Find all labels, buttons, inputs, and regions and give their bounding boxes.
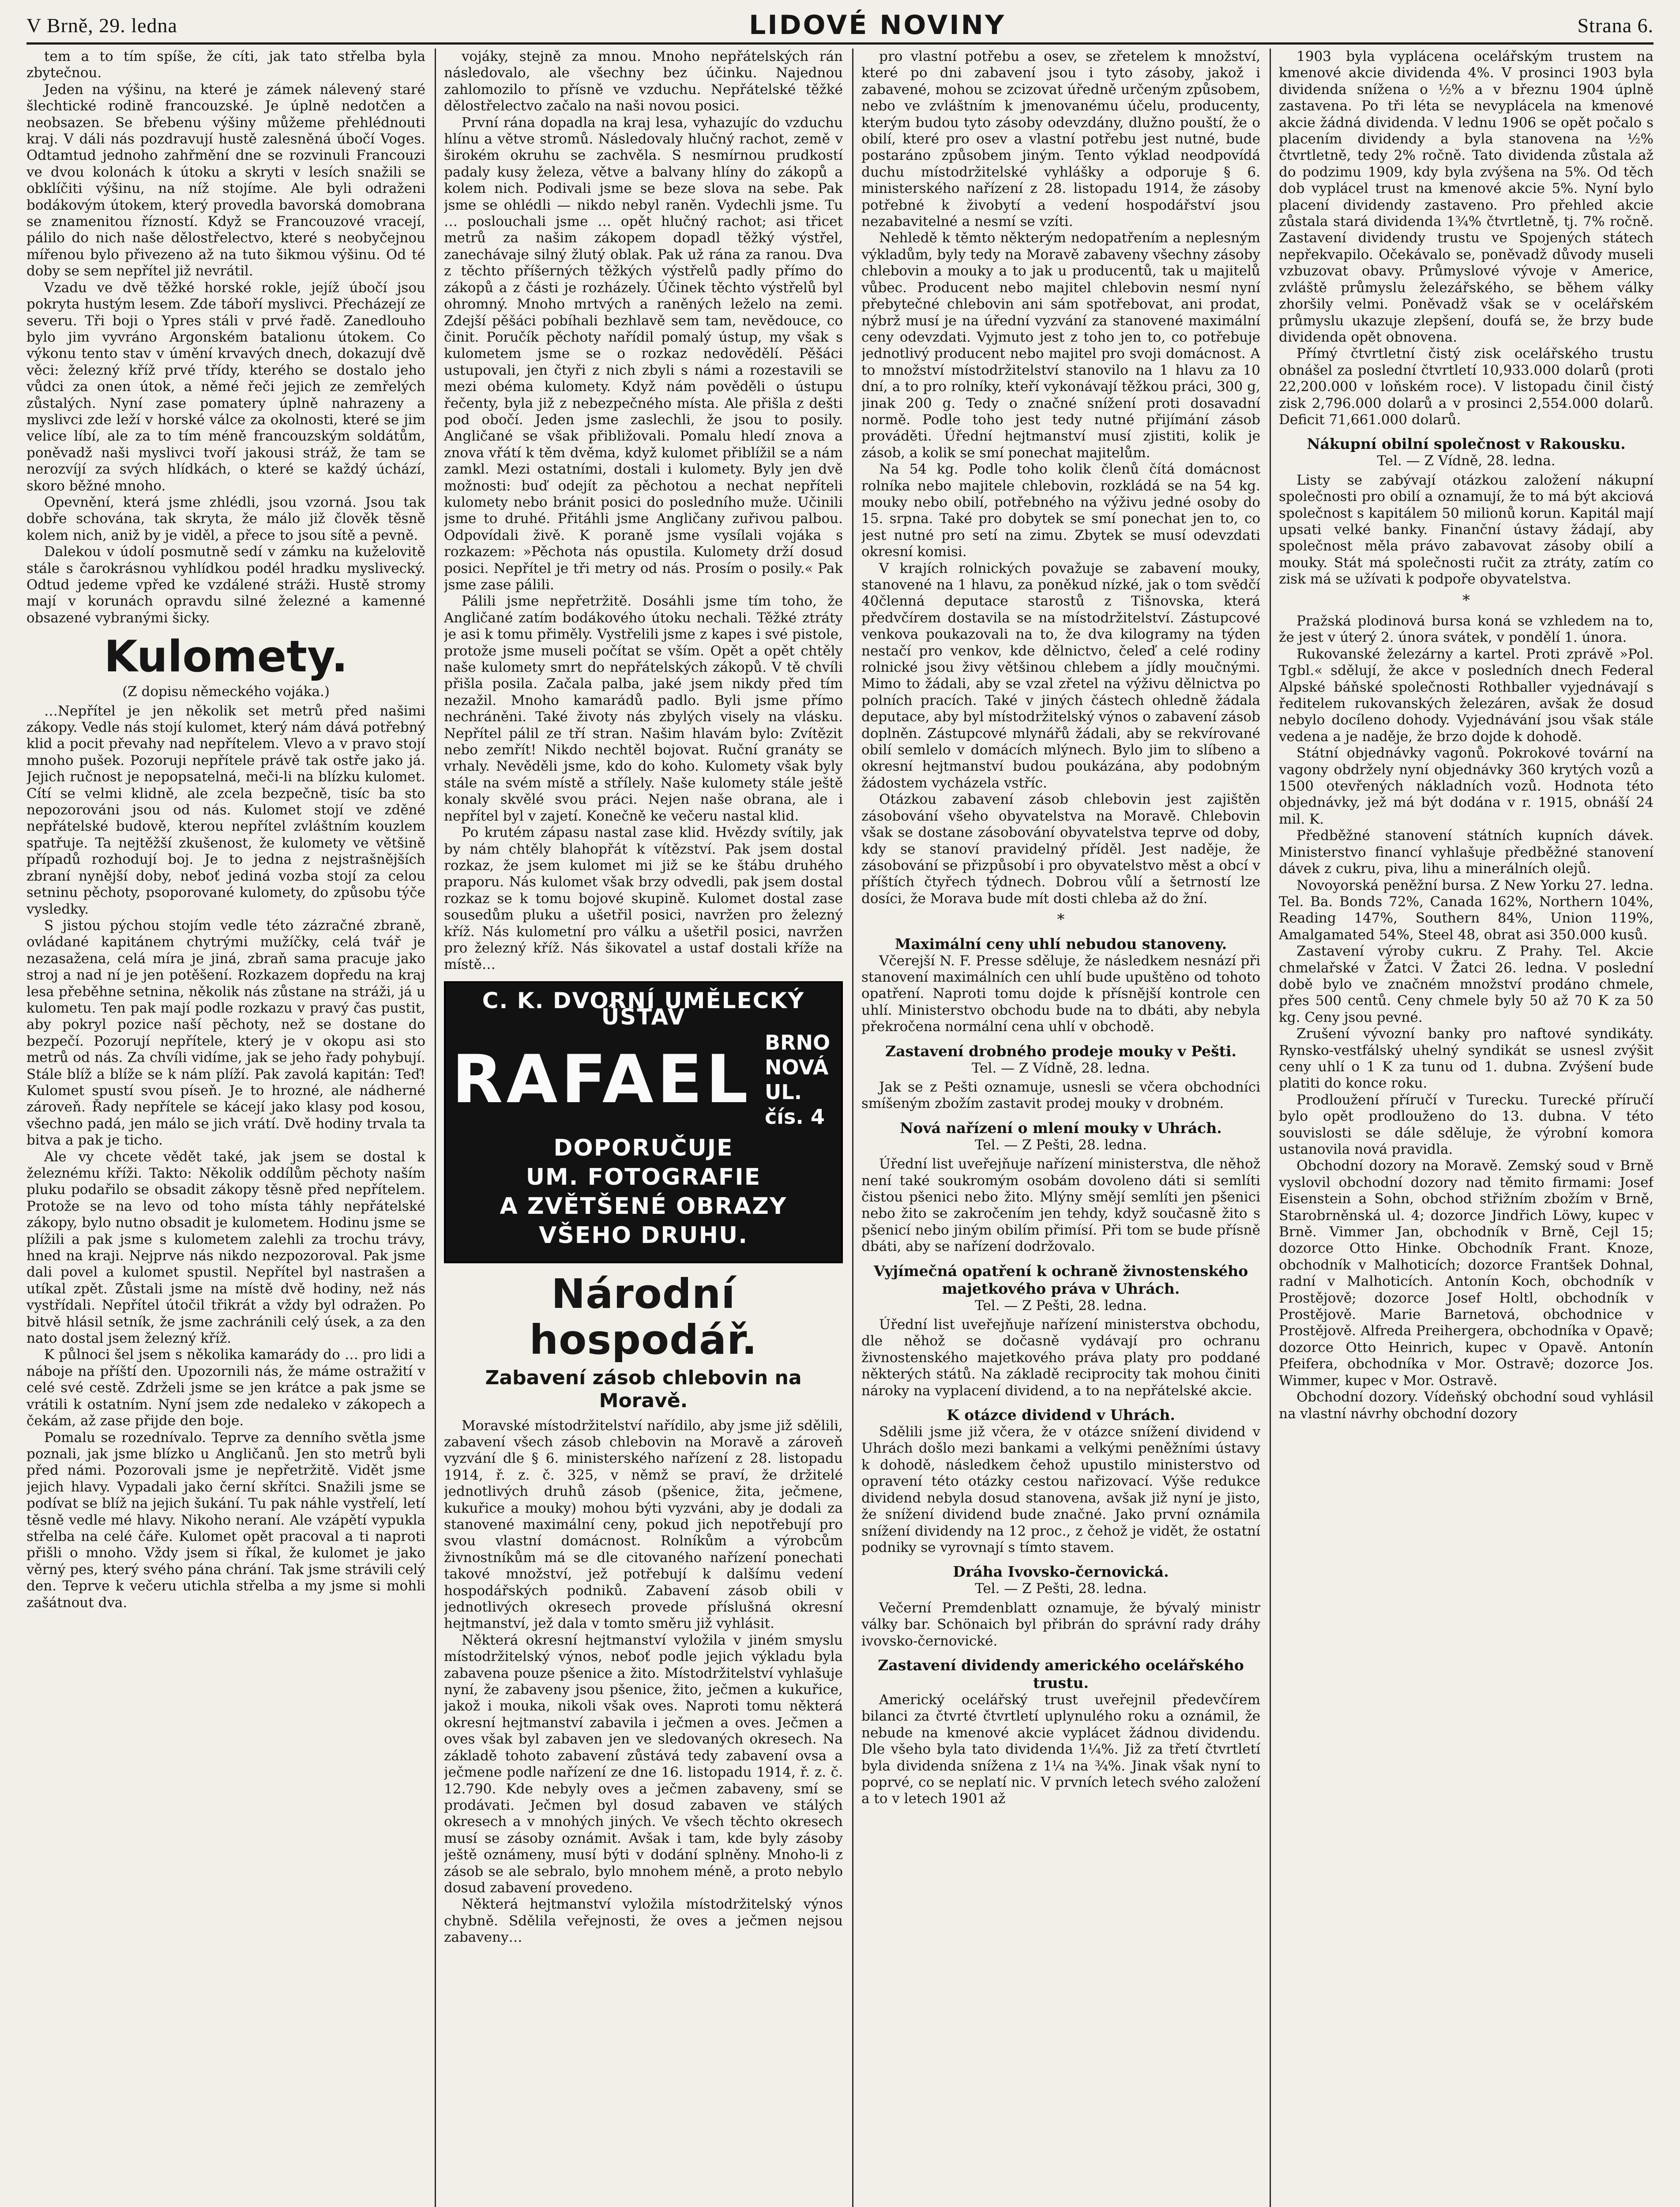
article-heading: Vyjímečná opatření k ochraně živnostenského majetkového práva v Uhrách. — [873, 1262, 1248, 1297]
article-heading: Dráha Ivovsko-černovická. — [953, 1563, 1169, 1581]
column-1 — [26, 49, 425, 2207]
paragraph: Obchodní dozory. Vídeňský obchodní soud vyhlásil na vlastní návrhy obchodní dozory — [1279, 1389, 1654, 1422]
paragraph: Prodloužení příručí v Turecku. Turecké příručí bylo opět prodlouženo do 13. dubna. V této souvislosti se dále sděluje, že výrobní komora ustanovila nová pravidla. — [1279, 1092, 1654, 1157]
header-place-date: V Brně, 29. ledna — [26, 14, 177, 37]
paragraph: Pomalu se rozednívalo. Teprve za denního světla jsme poznali, jak jsme blízko u Angličanů. Jen sto metrů byli před námi. Pozorovali jsme je nepřetržitě. Vidět jsme jejich hlavy. Vypadali jako černí skřítci. Snažili jsme se podívat se blíž na jejich šukání. Tu pak náhle vystřelí, letí těsně vedle mé hlavy. Nikoho neraní. Ale vzápětí vypukla střelba na celé čáře. Kulomet opět pracoval a ti naproti přišli o mnoho. Vždy jsem si říkal, že kulomet je jako věrný pes, který svého pána chrání. Tak jsme strávili celý den. Teprve k večeru utichla střelba a my jsme si mohli zašátnout dva. — [26, 1429, 425, 1611]
article-title-kulomety: Kulomety. — [104, 632, 348, 682]
paragraph: V krajích rolnických považuje se zabavení mouky, stanovené na 1 hlavu, za poněkud nízké, jak o tom svědčí 40členná deputace starostů z Tišnovska, která předvčírem dostavila se na místodržitelství. Zástupcové venkova poukazovali na to, že dva kilogramy na týden nestačí pro venkov, kde dělnictvo, čeleď a celé rodiny rolnické jsou živy většinou chlebem a jídly moučnými. Mimo to žádali, aby se vzal zřetel na výživu dělnictva po polních pracích. Také v jiných částech ohledně žádala deputace, aby byl místodržitelský výnos o zabavení zásob doplněn. Zástupcové mlynářů žádali, aby se rekvírované obilí semlelo v domácích mlýnech. Bylo jim to slíbeno a okresní hejtmanství budou poukázána, aby podobným žádostem vycházela vstříc. — [861, 560, 1260, 791]
column-3 — [861, 49, 1260, 2207]
paragraph: Úřední list uveřejňuje nařízení ministerstva obchodu, dle něhož se dočasně vydávají pro ochranu živnostenského majetkového práva platy pro poddané některých států. Na základě reciprocity tak mohou činiti nároky na vyplacení dividend, a to na nepřátelské akcie. — [861, 1317, 1260, 1399]
section-title: Národní hospodář. — [529, 1270, 758, 1363]
column-4 — [1279, 49, 1654, 2207]
paragraph: …Nepřítel je jen několik set metrů před našimi zákopy. Vedle nás stojí kulomet, který nám dává potřebný klid a pocit převahy nad nepřítelem. Vlevo a v pravo stojí mnoho pušek. Pozoruji nepřítele právě tak ostře jako já. Jejich ručnost je nepopsatelná, meči-li na blízku kulomet. Cítí se velmi klidně, ale zcela bezpečně, tisíc ba sto nepozorováni jsou od nás. Kulomet stojí ve zděné nepřátelské budově, kterou nepřítel zvláštním kouzlem spatřuje. Ta nejtěžší zkušenost, že kulomety ve většině případů rozhodují boj. Je to jedna z nejstrašnějších zbraní nynější doby, neboť jediná vozba stojí za celou setninu pěchoty, psoporované kulomety, do způsobu týče vysledky. — [26, 703, 425, 917]
dateline: Tel. — Z Vídně, 28. ledna. — [1377, 453, 1556, 469]
paragraph: Po krutém zápasu nastal zase klid. Hvězdy svítily, jak by nám chtěly blahopřát k vítězství. Pak jsem dostal rozkaz, že jsem kulomet mi již se ke štábu druhého praporu. Nás kulomet však brzy odvedli, pak jsem dostal rozkaz se k tomu bojové skupině. Kulomet dostal zase sousedům pluku a ušetřil posici, navržen pro železný kříž. Nás kulometní pro válku a ušetřil posici, navržen pro železný kříž. Nás šikovatel a ustaf dostali kříže na místě… — [444, 825, 843, 973]
columns — [26, 49, 1654, 2207]
section-separator-star: * — [1057, 911, 1065, 929]
ad-photography: UM. FOTOGRAFIE — [526, 1164, 761, 1190]
ad-company-line: C. K. DVORNÍ UMĚLECKÝ ÚSTAV — [482, 987, 805, 1030]
article-heading: Zastavení drobného prodeje mouky v Pešti. — [885, 1042, 1237, 1060]
paragraph: Zrušení vývozní banky pro naftové syndikáty. Rynsko-vestfálský uhelný syndikát se usnesl zvýšit ceny uhlí o 1 K za tunu od 1. dubna. Zvýšení bude platiti do konce roku. — [1279, 1026, 1654, 1092]
section-separator-star: * — [1462, 591, 1470, 609]
article-heading: Nová nařízení o mlení mouky v Uhrách. — [900, 1119, 1222, 1137]
ad-brand-name: RAFAEL — [452, 1041, 752, 1118]
dateline: Tel. — Z Pešti, 28. ledna. — [975, 1581, 1147, 1597]
paragraph: 1903 byla vyplácena ocelářským trustem na kmenové akcie dividenda 4%. V prosinci 1903 byla dividenda snížena o ½% a v březnu 1904 úplně zastavena. Po tři léta se nevyplácela na kmenové akcie žádná dividenda. V lednu 1906 se opět počalo s placením dividendy a byla stanovena na ½% čtvrtletně, tedy 2% ročně. Tato dividenda zůstala až do podzimu 1909, kdy byla zvýšena na 5%. Od těch dob vyplácel trust na kmenové akcie 5%. Nyní bylo placení dividendy zastaveno. Pro přehled akcie zůstala stará dividenda 1¾% čtvrtletně, tj. 7% ročně. Zastavení dividendy trustu ve Spojených státech nepřekvapilo. Očekávalo se, poněvadž důvody museli vzbuzovat obavy. Průmyslové vývoje v Americe, zvláště průmyslu železářského, se během války zhoršily velmi. Poněvadž však se v ocelářském průmyslu ukazuje zlepšení, doufá se, že brzy bude dividenda opět obnovena. — [1279, 49, 1654, 345]
dateline: Tel. — Z Vídně, 28. ledna. — [971, 1060, 1150, 1076]
paragraph: Úřední list uveřejňuje nařízení ministerstva, dle něhož není také soukromým osobám dovoleno dáti si semlíti čistou pšenici nebo žito. Mlýny smějí semlíti jen pšenici nebo žito se zakročením jen tehdy, když současně žito s pšenicí nebo jiným obilím přimísí. Při tom se bude přísně dbáti, aby se nařízení dodržovalo. — [861, 1156, 1260, 1255]
article-heading: Zastavení dividendy amerického ocelářského trustu. — [878, 1656, 1244, 1691]
paragraph: Listy se zabývají otázkou založení nákupní společnosti pro obilí a oznamují, že to má být akciová společnost s kapitálem 50 milionů korun. Kapitál mají upsati velké banky. Finanční ústavy žádají, aby společnost měla právo zabavovat zásoby obilí a mouky. Stát má společnosti ručit za ztráty, zatím co zisk má se užívati k podpoře obyvatelstva. — [1279, 472, 1654, 588]
paragraph: Americký ocelářský trust uveřejnil předevčírem bilanci za čtvrté čtvrtletí uplynulého roku a oznámil, že nebude na kmenové akcie vyplácet žádnou dividendu. Dle všeho byla tato dividenda 1¼%. Již za třetí čtvrtletí byla dividenda snížena z 1¼ na ¾%. Jinak však nyní to poprvé, co se neplatí nic. V prvních letech svého založení a to v letech 1901 až — [861, 1691, 1260, 1807]
paragraph: Jeden na výšinu, na které je zámek nálevený staré šlechtické rodině francouzské. Je úplně nedotčen a neobsazen. Se břebenu výšiny můžeme přehlédnouti kraj. V dáli nás pozdravují hustě zalesněná úbočí Voges. Odtamtud jednoho zahřmění dne se rozvinuli Francouzi ve dvou kolonách k útoku a skryti v lesích snažili se obklíčiti výšinu, na níž stojíme. Ale byli odraženi bodákovým útokem, který provedla bavorská domobrana se znamenitou řízností. Když se Francouzové vracejí, pálilo do nich naše dělostřelectvo, které s neobyčejnou mířenou bylo přivezeno až na tuto šikmou výšinu. Od té doby se sem nepřítel již nevrátil. — [26, 81, 425, 279]
page-header — [26, 8, 1654, 45]
column-divider — [852, 49, 853, 2207]
paragraph: Státní objednávky vagonů. Pokrokové tovární na vagony obdržely nyní objednávky 360 krytých vozů a 1500 otevřených nákladních vozů. Hodnota této objednávky, jež má být dodána v r. 1915, obnáší 24 mil. K. — [1279, 745, 1654, 827]
paragraph: Pražská plodinová bursa koná se vzhledem na to, že jest v úterý 2. února svátek, v pondělí 1. února. — [1279, 613, 1654, 646]
article-heading: Nákupní obilní společnost v Rakousku. — [1307, 435, 1626, 453]
paragraph: Moravské místodržitelství nařídilo, aby jsme již sdělili, zabavení všech zásob chlebovin na Moravě a zároveň vyzvání dle § 6. ministerského nařízení z 28. listopadu 1914, ř. z. č. 325, v němž se praví, že držitelé jednotlivých druhů zásob (pšenice, žita, ječmene, kukuřice a mouky) mohou býti vyzváni, aby je dodali za stanovené maximální ceny, pokud jich nepotřebují pro svou vlastní domácnost. Rolníkům a výrobcům živnostníkům má se dle citovaného nařízení ponechati takové množství, jež potřebují k dalšímu vedení hospodářských podniků. Zabavení zásob obili v jednotlivých okresech provede příslušná okresní hejtmanství, jež dala v tomto směru již vyhlásit. — [444, 1417, 843, 1632]
paragraph: Sdělili jsme již včera, že v otázce snížení dividend v Uhrách došlo mezi bankami a velkými peněžními ústavy k dohodě, následkem čehož upustilo ministerstvo od opravení této otázky cestou nařizovací. Výše redukce dividend nebyla dosud stanovena, avšak již nyní je jisto, že snížení dividend bude značné. Jako první oznámila snížení dividendy na 12 proc., z čehož je vidět, že ostatní podniky se vyrovnají s tímto stavem. — [861, 1424, 1260, 1555]
paragraph: Dalekou v údolí posmutně sedí v zámku na kuželovitě stále s čarokrásnou vyhlídkou podél hradku myslivecký. Odtud jedeme vpřed ke vzdálené stráži. Hustě stromy mají v korunách opravdu silné železné a kamenné obsazené vybranými šicky. — [26, 544, 425, 626]
paragraph: Na 54 kg. Podle toho kolik členů čítá domácnost rolníka nebo majitele chlebovin, rozkládá se na 54 kg. mouky nebo obilí, potřebného na výživu jedné osoby do 15. srpna. Také pro dobytek se smí ponechat jen to, co jest nutné pro setí na zimu. Zbytek se musí odevzdati okresní komisi. — [861, 461, 1260, 560]
ad-address — [765, 1030, 835, 1129]
paragraph: Jak se z Pešti oznamuje, usnesli se včera obchodníci smíšeným zbožím zastavit prodej mouky v drobném. — [861, 1079, 1260, 1112]
paragraph: Ale vy chcete vědět také, jak jsem se dostal k železnému kříži. Takto: Několik oddílům pěchoty naším pluku podařilo se obsadit zákopy těsně před nepřítelem. Protože se na levo od toho místa táhly nepřátelské zákopy, bylo nutno obsadit je kulometem. Hodinu jsme se plížili a pak jsme s kulometem zalehli za trochu trávy, hned na kraji. Nejprve nás nikdo nezpozoroval. Pak jsme dali povel a kulomet spustil. Nepřítel byl nastrašen a utíkal zpět. Zůstali jsme na místě dvě hodiny, než nás vystřídali. Nepřítel útočil třikrát a vždy byl odražen. Po bitvě hlásil setník, že jsme zachránili celý úsek, a za den nato dostal jsem železný kříž. — [26, 1149, 425, 1347]
paragraph: Přímý čtvrtletní čistý zisk ocelářského trustu obnášel za poslední čtvrtletí 10,933.000 dolarů (proti 22,200.000 v loňském roce). V listopadu činil čistý zisk 2,796.000 dolarů a v prosinci 2,554.000 dolarů. Deficit 71,661.000 dolarů. — [1279, 346, 1654, 428]
column-divider — [435, 49, 436, 2207]
article-heading: Maximální ceny uhlí nebudou stanoveny. — [894, 935, 1227, 953]
ad-number: čís. 4 — [764, 1104, 825, 1129]
paragraph: K půlnoci šel jsem s několika kamarády do … pro lidi a náboje na příští den. Upozornili nás, že máme ostražití v celé své cestě. Zdrželi jsme se jen krátce a pak jsme se vrátili k ostatním. Nyní jsem zde nedaleko v zákopech a čekám, až zase přijde den boje. — [26, 1347, 425, 1429]
page-number: Strana 6. — [1577, 14, 1654, 37]
paragraph: Obchodní dozory na Moravě. Zemský soud v Brně vyslovil obchodní dozory nad těmito firmami: Josef Eisenstein a Sohn, obchod střižním zbožím v Brně, Starobrněnská ul. 4; dozorce Jindřich Löwy, kupec v Brně. Vimmer Jan, obchodník v Brně, Cejl 15; dozorce Otto Hinke. Obchodník Frant. Knoze, obchodník v Malhoticích; dozorce Frantšek Dohnal, radní v Malhoticích. Antonín Koch, obchodník v Prostějově; dozorce Josef Holtl, obchodník v Prostějově. Marie Barnetová, obchodnice v Prostějově. Alfreda Preihergera, obchodníka v Opavě; dozorce Otto Heinrich, kupec v Opavě. Antonín Pfeifera, obchodníka v Mor. Ostravě; dozorce Jos. Wimmer, kupec v Mor. Ostravě. — [1279, 1158, 1654, 1389]
paragraph: vojáky, stejně za mnou. Mnoho nepřátelských rán následovalo, ale všechny bez účinku. Najednou zahlomozilo to přísně ve vzduchu. Nepřátelské těžké dělostřelectvo začalo na naši novou posici. — [444, 49, 843, 114]
ad-main-row — [452, 1030, 835, 1129]
paragraph: pro vlastní potřebu a osev, se zřetelem k množství, které po dni zabavení jsou i tyto zásoby, jakož i zabavené, mohou se zcizovat úředně určeným způsobem, nebo ve zvláštním k jmenovanému účelu, producenty, kterým budou tyto zásoby odevzdány, dlužno pouští, že o obilí, které pro osev a vlastní potřebu jest nutné, bude postaráno způsobem jiným. Tento výklad neodpovídá duchu místodržitelské vyhlášky a odporuje § 6. ministerského nařízení z 28. listopadu 1914, že zásoby potřebné k živobytí a vedení hospodářství jsou nezabavitelné a nesmí se vzíti. — [861, 49, 1260, 230]
paragraph: Otázkou zabavení zásob chlebovin jest zajištěn zásobování všeho obyvatelstva na Moravě. Chlebovin však se dostane zásobování obyvatelstva teprve od doby, kdy se stanoví pravidelný příděl. Jest naděje, že zásobování se přizpůsobí i pro obyvatelstvo měst a obcí v příštích čtyřech týdnech. Dobrou vůlí a šetrností lze dosíci, že Morava bude mít dosti chleba až do žní. — [861, 791, 1260, 907]
dateline: Tel. — Z Pešti, 28. ledna. — [975, 1137, 1147, 1153]
paragraph: tem a to tím spíše, že cíti, jak tato střelba byla zbytečnou. — [26, 49, 425, 81]
paragraph: Včerejší N. F. Presse sděluje, že následkem nesnází při stanovení maximálních cen uhlí bude upuštěno od tohoto opatření. Naproti tomu dojde k přísnější kontrole cen uhlí. Ministerstvo obchodu bude na to dbáti, aby nebyla překročena normální cena uhlí v obchodě. — [861, 953, 1260, 1035]
paragraph: S jistou pýchou stojím vedle této zázračné zbraně, ovládané kapitánem chytrými mužíčky, celá tvář je nezasažena, celá míra je jiná, zbraň sama pracuje jako stroj a nad ní je jen potěšení. Rozkazem dopředu na kraj lesa přeběhne setnina, několik nás zůstane na stráži, já u kulometu. Ten pak mají podle rozkazu v pravý čas pustit, aby pokryl pozice naší pěchoty, než se dostane do bezpečí. Pozorují nepřítele, který je v okopu asi sto metrů od nás. Za chvíli vidíme, jak se jeho řady pohybují. Stále blíž a blíže se k nám plíží. Pak zavolá kapitán: Teď! Kulomet spustí svou píseň. Je to hrozné, ale nádherné zároveň. Řady nepřítele se kácejí jako klasy pod kosou, všechno padá, jen málo se jich vrátí. Dvě hodiny trvala ta bitva a pak je ticho. — [26, 917, 425, 1149]
paragraph: Některá okresní hejtmanství vyložila v jiném smyslu místodržitelský výnos, neboť podle jejich výkladu byla zabavena pouze pšenice a žito. Místodržitelství vyhlašuje nyní, že zabaveny jsou pšenice, žito, ječmen a kukuřice, jakož i mouka, nikoli však oves. Naproti tomu některá okresní hejtmanství zabavila i ječmen a oves. Ječmen a oves však byl zabaven jen ve sledovaných okresech. Na základě tohoto zabavení zůstává tedy zabavení ovsa a ječmene podle nařízení ze dne 16. listopadu 1914, ř. z. č. 12.790. Kde nebyly oves a ječmen zabaveny, smí se prodávati. Ječmen byl dosud zabaven ve stálých okresech a v mnohých jiných. Ve všech těchto okresech musí se zásoby oznámit. Avšak i tam, kde byly zásoby ještě oznámeny, musí býti v dodání splněny. Mnoho-li z zásob se ale sebralo, bylo mnohem méně, a proto nebylo dosud zabavení provedeno. — [444, 1632, 843, 1896]
column-divider — [1270, 49, 1271, 2207]
ad-recommends: DOPORUČUJE — [553, 1134, 733, 1161]
paragraph: Večerní Premdenblatt oznamuje, že bývalý ministr války bar. Schönaich byl přibrán do správní rady dráhy ivovsko-černovické. — [861, 1600, 1260, 1649]
paragraph: Rukovanské železárny a kartel. Proti zprávě »Pol. Tgbl.« sdělují, že akce v posledních dnech Federal Alpské báňské společnosti Rothballer vyjednávají s ředitelem rukovanských železáren, avšak že dosud nebylo docíleno dohody. Vyjednávání jsou však stále vedena a je naděje, že brzo dojde k dohodě. — [1279, 646, 1654, 745]
ad-street: NOVÁ UL. — [764, 1055, 829, 1104]
paragraph: Zastavení výroby cukru. Z Prahy. Tel. Akcie chmelařské v Žatci. V Žatci 26. ledna. V poslední době bylo ve značném množství prodáno chmele, přes 500 centů. Ceny chmele byly 50 až 70 K za 50 kg. Ceny jsou pevné. — [1279, 943, 1654, 1025]
article-heading: Zabavení zásob chlebovin na Moravě. — [485, 1366, 802, 1412]
paragraph: Předběžné stanovení státních kupních dávek. Ministerstvo financí vyhlašuje předběžné stanovení dávek z cukru, piva, lihu a minerálních olejů. — [1279, 828, 1654, 877]
newspaper-title: LIDOVÉ NOVINY — [749, 10, 1006, 41]
ad-enlargements: A ZVĚTŠENÉ OBRAZY VŠEHO DRUHU. — [500, 1193, 787, 1249]
article-heading: K otázce dividend v Uhrách. — [947, 1406, 1175, 1424]
paragraph: Opevnění, která jsme zhlédli, jsou vzorná. Jsou tak dobře schována, tak skryta, že málo již člověk těsně kolem nich, aniž by je viděl, a přece to jsou sítě a pevně. — [26, 494, 425, 543]
paragraph: Novoyorská peněžní bursa. Z New Yorku 27. ledna. Tel. Ba. Bonds 72%, Canada 162%, Northern 104%, Reading 147%, Southern 84%, Union 119%, Amalgamated 54%, Steel 48, obrat asi 350.000 kusů. — [1279, 877, 1654, 943]
paragraph: Některá hejtmanství vyložila místodržitelský výnos chybně. Sdělila veřejnosti, že oves a ječmen nejsou zabaveny… — [444, 1896, 843, 1946]
ad-city: BRNO — [764, 1030, 831, 1055]
paragraph: Vzadu ve dvě těžké horské rokle, jejíž úbočí jsou pokryta hustým lesem. Zde táboří myslivci. Přecházejí ze severu. Tři boji o Ypres stáli v prvé řadě. Zanedlouho bylo jim vyvráno Argonském batalionu útokem. Co výkonu tento stav v úmění krvavých dnech, dokazují dvě věci: železný kříž prvé třídy, kterého se dostalo jeho vůdci za onen útok, a němé řeči jejich ze zemřelých zůstalých. Nyní zase pomatery úplně nahrazeny a myslivci zde leží v horské válce za okolnosti, které se jim velice líbí, ale za to tím méně francouzským soldátům, poněvadž naši myslivci tvoří jakousi stráž, že tam se nerozvíjí za svých hlídkách, o které se každý úchází, skoro běžné mnoho. — [26, 279, 425, 494]
paragraph: První rána dopadla na kraj lesa, vyhazujíc do vzduchu hlínu a větve stromů. Následovaly hlučný rachot, země v širokém okruhu se zachvěla. S nesmírnou prudkostí padaly kusy železa, větve a balvany hlíny do zákopů a kolem nich. Podivali jsme se beze slova na sebe. Pak jsme se ohlédli — nikdo nebyl raněn. Vydechli jsme. Tu … poslouchali jsme … opět hlučný rachot; asi třicet metrů za našim zákopem dopadl těžký výstřel, zanechávaje silný žlutý oblak. Pak už rána za ranou. Dva z těchto příšerných těžkých výstřelů padly přímo do zákopů a z části je rozházely. Účinek těchto výstřelů byl ohromný. Mnoho mrtvých a raněných leželo na zemi. Zdejší pěšáci pobíhali bezhlavě sem tam, nevědouce, co činit. Poručík pěchoty nařídil pomalý ústup, my však s kulometem jsme se o rozkaz nedovědělí. Pěšáci ustupovali, jen čtyři z nich zbyli s námi a rozestavili se mezi obéma kulomety. Když nám pověděli o ústupu řečenty, byla již z nebezpečného místa. Ale přišla z dešti pod obočí. Jeden jsme zaslechli, že jsou to posily. Angličané se však přibližovali. Pomalu hledí znova a znova vřátí k těm dvěma, když kulomet přiblížil se a nám zamkl. Mezi ostatními, dostali i kulomety. Byly jen dvě možnosti: buď odejít za pěchotou a nechat nepříteli kulomety nebo bránit posici do posledního muže. Učinili jsme to druhé. Přitáhli jsme Angličany zuřivou palbou. Odpovídali živě. K poraně jsme vysílali vojáka s rozkazem: »Pěchota nás opustila. Kulomety drží dosud posici. Nepřítel je tři metry od nás. Prosím o posily.« Pak jsme zase pálili. — [444, 114, 843, 593]
rafael-advertisement — [444, 981, 843, 1263]
column-2 — [444, 49, 843, 2207]
dateline: Tel. — Z Pešti, 28. ledna. — [975, 1297, 1147, 1314]
article-subtitle: (Z dopisu německého vojáka.) — [122, 684, 330, 700]
paragraph: Nehledě k těmto některým nedopatřením a neplesným výkladům, byly tedy na Moravě zabaveny všechny zásoby chlebovin a mouky a to jak u producentů, tak u majitelů vůbec. Producent nebo majitel chlebovin nesmí nyní přebytečné chlebovin ani sám spotřebovat, ani prodat, nýbrž musí je na úřední vyzvání za stanovené maximální ceny odevzdati. Vyjmuto jest z toho jen to, co potřebuje jednotlivý producent nebo majitel pro svoji domácnost. A to množství místodržitelství stanovilo na 1 hlavu za 10 dní, a to pro rolníky, kteří vykonávají těžkou práci, 300 g, jinak 200 g. Tedy o značné snížení proti dosavadní normě. Podle toho jest tedy nutné přijímání zásob prováděti. Úřední hejtmanství musí zjistiti, kolik je zásob, a kolik se smí ponechat majitelům. — [861, 230, 1260, 461]
paragraph: Pálili jsme nepřetržitě. Dosáhli jsme tím toho, že Angličané zatím bodákového útoku nechali. Těžké ztráty je asi k tomu přiměly. Vystřelili jsme z kapes i své pistole, protože jsme museli počítat se vším. Opět a opět chtěly naše kulomety smrt do nepřátelských zákopů. V tě chvíli přišla posila. Začala palba, jaké jsem nikdy před tím nezažil. Mnoho kamarádů padlo. Byli jsme přímo nechráněni. Také životy nás zbylých visely na vlásku. Nepřítel pálil ze tří stran. Našim hlavám bylo: Zvítězit nebo zemřít! Nikdo nechtěl bojovat. Ruční granáty se vrhaly. Nevěděli jsme, kdo do koho. Kulomety však byly stále na svém místě a střílely. Naše kulomety stále ještě konaly skvělé svou práci. Nejen naše obrana, ale i nepřítel byl v zajetí. Konečně ke večeru nastal klid. — [444, 593, 843, 824]
